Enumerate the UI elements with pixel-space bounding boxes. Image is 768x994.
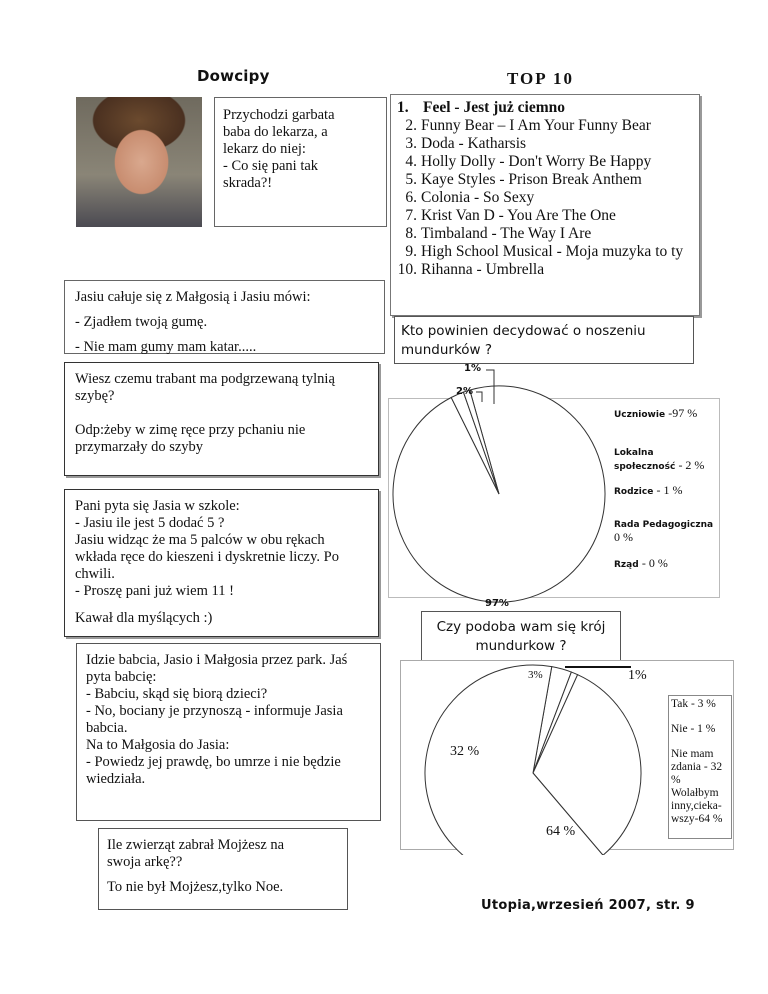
- joke-line: chwili.: [75, 566, 115, 582]
- slice-label: 1%: [628, 668, 647, 683]
- top10-item: [391, 171, 695, 189]
- top10-item: [391, 117, 695, 135]
- page-footer: Utopia,wrzesień 2007, str. 9: [481, 898, 695, 913]
- joke-line: - Babciu, skąd się biorą dzieci?: [86, 686, 268, 702]
- joke-line: przymarzały do szyby: [75, 439, 204, 455]
- top10-item: [391, 243, 695, 261]
- joke-line: Pani pyta się Jasia w szkole:: [75, 498, 240, 514]
- top10-box: [390, 94, 700, 316]
- legend-entry: Wolałbym inny,cieka-wszy-64 %: [671, 787, 723, 825]
- joke-line: Jasiu widząc że ma 5 palców w obu rękach: [75, 532, 325, 548]
- top10-text: Doda - Katharsis: [421, 135, 527, 152]
- legend-value: - 0 %: [641, 556, 668, 570]
- top10-title: TOP 10: [507, 69, 574, 88]
- joke-line: pyta babcię:: [86, 669, 157, 685]
- top10-num: 9.: [405, 243, 417, 260]
- joke-line: To nie był Mojżesz,tylko Noe.: [107, 879, 284, 895]
- chart1-legend-1: [614, 448, 714, 473]
- top10-text: High School Musical - Moja muzyka to ty: [421, 243, 684, 260]
- legend-label: Lokalna społeczność: [614, 448, 676, 472]
- legend-label: Rada Pedagogiczna: [614, 520, 714, 530]
- top10-num: 6.: [405, 189, 417, 206]
- joke-line: lekarz do niej:: [223, 141, 306, 157]
- top10-item: [391, 225, 695, 243]
- joke-line: skrada?!: [223, 175, 273, 191]
- top10-text: Feel - Jest już ciemno: [423, 99, 566, 116]
- top10-item: [391, 189, 695, 207]
- top10-num: 10.: [397, 261, 417, 278]
- joke-line: wkłada ręce do kieszeni i dyskretnie liczy. Po: [75, 549, 339, 565]
- top10-text: Rihanna - Umbrella: [421, 261, 545, 278]
- joke-line: Jasiu całuje się z Małgosią i Jasiu mówi:: [75, 289, 311, 305]
- joke-box-2: [64, 280, 385, 354]
- chart1-legend-3: [614, 520, 714, 545]
- joke-box-5: [76, 643, 381, 821]
- top10-num: 8.: [405, 225, 417, 242]
- top10-text: Timbaland - The Way I Are: [421, 225, 592, 242]
- chart1-legend-0: [614, 406, 697, 421]
- legend-label: Rodzice: [614, 487, 654, 497]
- joke-box-6: [98, 828, 348, 910]
- top10-list: [391, 99, 695, 279]
- chart2-legend: [668, 695, 732, 839]
- joke-line: - Nie mam gumy mam katar.....: [75, 339, 257, 355]
- joke-line: Ile zwierząt zabrał Mojżesz na: [107, 837, 285, 853]
- slice-label: 97%: [485, 598, 509, 609]
- joke-box-4: [64, 489, 379, 637]
- joke-line: Idzie babcia, Jasio i Małgosia przez park. Jaś: [86, 652, 348, 668]
- legend-label: Rząd: [614, 560, 639, 570]
- joke-line: baba do lekarza, a: [223, 124, 328, 140]
- top10-text: Funny Bear – I Am Your Funny Bear: [421, 117, 651, 134]
- chart2-title: Czy podoba wam się krój mundurkow ?: [421, 611, 621, 661]
- top10-num: 7.: [405, 207, 417, 224]
- slice-label: 3%: [528, 669, 543, 681]
- joke-line: szybę?: [75, 388, 115, 404]
- legend-entry: Tak - 3 %: [671, 698, 716, 710]
- joke-line: babcia.: [86, 720, 128, 736]
- joke-box-1: [214, 97, 387, 227]
- chart1-legend-2: [614, 483, 682, 498]
- slice-label: 2%: [456, 386, 473, 397]
- top10-item: [391, 135, 695, 153]
- legend-value: -97 %: [668, 406, 698, 420]
- joke-line: Kawał dla myślących :): [75, 610, 213, 626]
- legend-entry: Nie mam zdania - 32 %: [671, 748, 723, 786]
- slice-label: 1%: [464, 363, 481, 374]
- joke-line: - Co się pani tak: [223, 158, 319, 174]
- slice-label: 64 %: [546, 824, 576, 839]
- legend-value: 0 %: [614, 530, 633, 544]
- joke-line: Przychodzi garbata: [223, 107, 335, 123]
- chart1-title: Kto powinien decydować o noszeniu mundurków ?: [394, 316, 694, 364]
- jokes-title: Dowcipy: [197, 67, 270, 85]
- chart1-legend-4: [614, 556, 668, 571]
- top10-num: 5.: [405, 171, 417, 188]
- joke-line: - Proszę pani już wiem 11 !: [75, 583, 234, 599]
- top10-item: [391, 207, 695, 225]
- joke-line: Na to Małgosia do Jasia:: [86, 737, 230, 753]
- top10-item: [391, 261, 695, 279]
- joke-line: Odp:żeby w zimę ręce przy pchaniu nie: [75, 422, 306, 438]
- joke-line: - Powiedz jej prawdę, bo umrze i nie będzie: [86, 754, 341, 770]
- legend-label: Uczniowie: [614, 410, 666, 420]
- joke-line: - Jasiu ile jest 5 dodać 5 ?: [75, 515, 225, 531]
- boy-photo: [76, 97, 202, 227]
- legend-value: - 2 %: [678, 458, 705, 472]
- top10-text: Krist Van D - You Are The One: [421, 207, 616, 224]
- top10-num: 3.: [405, 135, 417, 152]
- top10-num: 1.: [397, 99, 409, 116]
- legend-value: - 1 %: [656, 483, 683, 497]
- top10-text: Kaye Styles - Prison Break Anthem: [421, 171, 642, 188]
- slice-label: 32 %: [450, 744, 480, 759]
- top10-num: 4.: [405, 153, 417, 170]
- joke-line: - No, bociany je przynoszą - informuje Jasia: [86, 703, 343, 719]
- joke-line: wiedziała.: [86, 771, 146, 787]
- top10-text: Holly Dolly - Don't Worry Be Happy: [421, 153, 652, 170]
- top10-item: [391, 99, 695, 117]
- joke-line: - Zjadłem twoją gumę.: [75, 314, 208, 330]
- joke-line: swoja arkę??: [107, 854, 183, 870]
- joke-box-3: [64, 362, 379, 476]
- top10-num: 2.: [405, 117, 417, 134]
- top10-item: [391, 153, 695, 171]
- joke-line: Wiesz czemu trabant ma podgrzewaną tylnią: [75, 371, 335, 387]
- legend-entry: Nie - 1 %: [671, 723, 716, 735]
- top10-text: Colonia - So Sexy: [421, 189, 535, 206]
